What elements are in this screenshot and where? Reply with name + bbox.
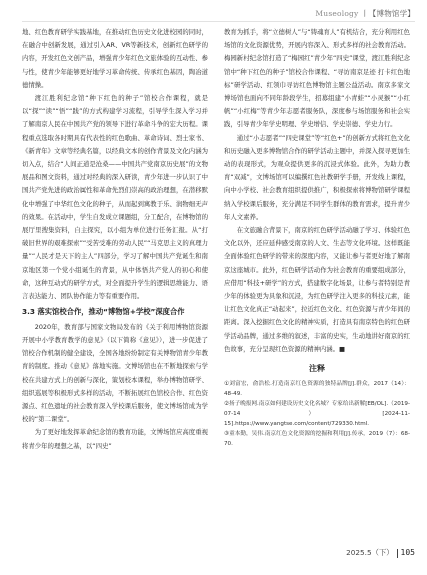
paragraph-text: 在文旅融合背景下，南京的红色研学活动融了学习、体验红色文化以外，还应延伸感受南京的人文、生态等文化环境。这样既能全面体验红色研学的带来的深度内容，又能让参与者更好地了解南京这座城市。此外，红色研学活动作为社会教育的重要组成部分，应借用“科技+研学”的方式，搭建数字化场景，让参与者特别是青少年的体验更为具象和沉浸，为红色研学注入更多的科技元素，能让红色文化真正“动起来”，拉近红色文化、红色资源与青少年间的距离。深入挖掘红色文化的精神实质，打造具有南京特色的红色研学活动品牌，通过多维的叙述，丰富的史实，生动地讲好南京的红色故事，充分呈现红色资源的精神内涵。 [224, 226, 410, 353]
footer-divider [397, 549, 398, 558]
note-item: ①刘富宏，俞浩松.打造南京红色资源的独特品牌[J].群众，2017（14）：48-49. [224, 381, 410, 398]
right-column [224, 26, 410, 449]
paragraph: 为了更好地发挥革命纪念馆的教育功能，文博场馆应高度重视将青少年的理想之基，以“四史” [22, 428, 208, 450]
paragraph: 教育为抓手，将“立德树人”与“铸魂育人”有机结合，充分利用红色场馆的文化资源优势，开展内容深入、形式多样的社会教育活动。梅园新村纪念馆打造了“梅园红”青少年“四史”课堂，渡江胜利纪念馆中“种下红色的种子”馆校合作课程、“寻访南京足迹 打卡红色地标”研学活动、红领巾寻访红色博物馆主题公益活动。南京多家文博场馆也面向不同年龄段学生，招募组建“小青蛙”“小灵猴”“小红帆”“小红梅”等青少年志愿者服务队，深度参与场馆服务和社会实践，引导青少年学史明理、学史增信、学史崇德、学史力行。 [224, 28, 410, 129]
paragraph: 地、红色教育研学实践基地，在推动红色历史文化进校园的同时，在融合中创新发展，通过引入AR、VR等新技术，创新红色研学的内容，开发红色文创产品，增强青少年红色文旅体验的互动性、参与性，使青少年能够更好地学习革命传统、传承红色基因，陶冶道德情操。 [22, 28, 208, 89]
journal-brand: Museology [315, 9, 359, 18]
end-mark: ■ [339, 344, 346, 353]
header-rule [22, 21, 415, 22]
note-item: ③童本勤，吴伟.南京红色文化资源的挖掘和利用[J].传承，2019（7）：68-70. [224, 431, 410, 448]
left-column [22, 26, 208, 453]
paragraph [224, 224, 410, 356]
page-footer [346, 548, 415, 558]
issue-date: 2025.5（下） [346, 548, 394, 557]
column-name: 丨【博物馆学】 [361, 9, 415, 18]
page-header [315, 8, 415, 19]
page-number: 105 [400, 548, 415, 557]
notes-heading: 注释 [309, 364, 325, 374]
note-item: ②扬子晚报网.南京如何建设历史文化名城？专家给出新解[EB/OL].（2019-07-14）[2024-11-15].https://www.yangtse.com/content/729330.html. [224, 401, 410, 428]
paragraph: 2020年，教育部与国家文物局发布的《关于利用博物馆资源开展中小学教育教学的意见》（以下简称《意见》），进一步促进了馆校合作机制的健全建设，全国各地纷纷制定有关博物馆青少年教育的制度。推动《意见》落地实施。文博场馆也在不断地探索与学校在共建方式上的创新与深化，策划校本课程，举办博物馆研学、组织巡展等积极形式多样的活动，不断拓展红色馆校合作、红色资源点、红色遗址的社会教育深入学校课后服务，使文博场馆成为学校的“第二课堂”。 [22, 322, 208, 424]
paragraph: 渡江胜利纪念馆“种下红色的种子”馆校合作课程，就是以“探”“读”“悟”“践”的方式构建学习流程，引导学生深入学习并了解南京人民在中国共产党的领导下进行革命斗争的宏大历程。课程重点选取各时期具有代表性的红色歌曲、革命诗词、烈士家书、《新青年》文章等经典名篇，以经典文本的创作背景及文化内涵为切入点，结合“人间正道是沧桑——中国共产党南京历史展”的文物展品和图文资料，通过对经典的深入研读，青少年进一步认识了中国共产党先进的政治属性和革命先烈们崇高的政治理想，在潜移默化中增强了中华红色文化的种子，从而起到寓教于乐、润物细无声的效果。在活动中，学生自发成立课题组，分工配合，在博物馆的展厅里搜集资料，自主探究，以小组为单位进行任务汇报。从“打破旧世界的艰难探索”“受苦受难的劳动人民”“马克思主义的真理力量”“人民才是天下的主人”四部分，学习了解中国共产党诞生和南京地区第一个党小组诞生的背景，从中体悟共产党人的初心和使命，这种互动式的研学方式，对全面提升学生的逻辑思维能力、语言表达能力、团队协作能力等有重要作用。 [22, 94, 208, 301]
paragraph: 通过“小志愿者”“四史课堂”等“红色+”的创新方式将红色文化和历史融入更多博物馆合作的研学活动主题中，并深入探寻更加生动的表现形式，为观众提供更多的沉浸式体验。此外，为助力教育“双减”，文博场馆可以编撰红色社教研学手册，开发线上课程，向中小学校、社会教育组织提供推广，积极探索将博物馆研学课程纳入学校课后服务，充分满足不同学生群体的教育需求，提升青少年人文素养。 [224, 133, 410, 221]
section-heading: 3.3 落实馆校合作，推动“博物馆+学校”深度合作 [22, 307, 185, 317]
